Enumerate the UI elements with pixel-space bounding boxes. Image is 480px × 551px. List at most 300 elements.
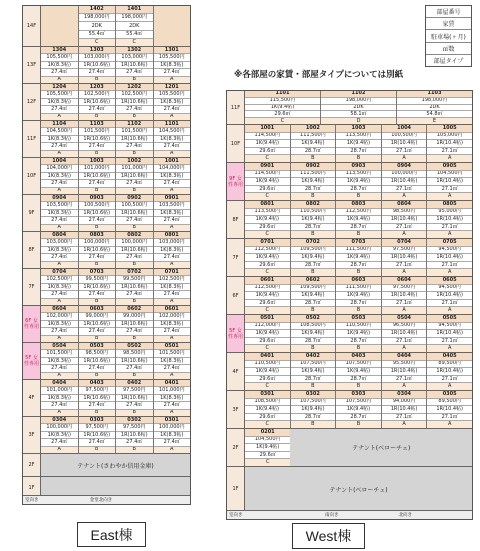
floor-area: 28.7㎡: [291, 300, 336, 308]
room-type: A: [382, 383, 427, 390]
room-0904: [41, 195, 79, 231]
room-number: 0504: [41, 343, 78, 350]
floor-area: 28.7㎡: [336, 262, 381, 270]
room-number: 1304: [41, 47, 78, 54]
room-type: B: [291, 193, 336, 200]
rent: 94,500円: [427, 247, 472, 255]
floor-1f: [227, 467, 472, 512]
rent: 97,500円: [116, 387, 153, 394]
floor-area: 29.6㎡: [245, 376, 290, 384]
room-type: B: [291, 231, 336, 238]
room-number: 0504: [382, 315, 427, 323]
rent: 97,500円: [382, 247, 427, 255]
floor-area: 55.4㎡: [79, 31, 116, 39]
rent: 101,500円: [154, 350, 191, 357]
room-number: 0701: [245, 239, 290, 247]
rent: 112,500円: [245, 247, 290, 255]
rent: 101,500円: [116, 128, 153, 135]
room-layout: 1K(8.3帖): [154, 210, 191, 217]
room-1102: [116, 121, 154, 157]
floor-area: 27.1㎡: [382, 224, 427, 232]
room-0303: [336, 391, 382, 428]
rent: 104,000円: [154, 165, 191, 172]
room-number: 1204: [41, 84, 78, 91]
room-type: B: [79, 188, 116, 194]
room-layout: 1R(10.6帖): [116, 284, 153, 291]
room-layout: 2DK: [321, 105, 396, 112]
room-0501: [245, 315, 291, 352]
floor-area: 28.7㎡: [291, 186, 336, 194]
room-1204: [41, 84, 79, 120]
room-number: 1102: [116, 121, 153, 128]
rent: 105,000円: [427, 133, 472, 141]
floor-area: 28.7㎡: [336, 186, 381, 194]
room-0702: [116, 269, 154, 305]
orientation-center: 南向き: [325, 513, 339, 518]
room-1301: [154, 47, 191, 83]
room-type: A: [41, 262, 78, 268]
room-number: 1004: [41, 158, 78, 165]
room-number: 0605: [427, 277, 472, 285]
floor-area: 55.4㎡: [116, 31, 153, 39]
room-number: 0805: [427, 201, 472, 209]
floor-6f: [227, 277, 472, 315]
room-1001: [245, 125, 291, 162]
room-type: A: [154, 225, 191, 231]
legend-item: ㎡数: [426, 43, 471, 55]
rent: 101,000円: [154, 387, 191, 394]
room-number: 0703: [79, 269, 116, 276]
orientation-right: 北向き: [398, 513, 412, 518]
rent: 102,500円: [79, 91, 116, 98]
room-type: B: [116, 225, 153, 231]
room-0802: [116, 232, 154, 268]
rent: 102,500円: [41, 276, 78, 283]
room-number: 0704: [41, 269, 78, 276]
floor-area: 27.4㎡: [41, 328, 78, 335]
rent: 109,500円: [291, 247, 336, 255]
room-layout: 1K(8.3帖): [154, 62, 191, 69]
rent: 96,500円: [382, 323, 427, 331]
room-0304: [382, 391, 428, 428]
room-layout: 1K(9.4帖): [336, 178, 381, 186]
orientation-left: 室向き: [25, 498, 39, 503]
floor-area: 27.4㎡: [79, 180, 116, 187]
room-number: 0803: [336, 201, 381, 209]
room-0403: [79, 380, 117, 416]
room-1104: [41, 121, 79, 157]
room-number: 0303: [336, 391, 381, 399]
floor-label: 2F: [23, 454, 41, 476]
room-0503: [336, 315, 382, 352]
floor-area: 27.1㎡: [382, 376, 427, 384]
floor-label: 5F 女性専用: [23, 343, 41, 379]
floor-area: 58.1㎡: [321, 111, 396, 118]
rent: 111,500円: [336, 247, 381, 255]
room-layout: 1R(10.6帖): [79, 62, 116, 69]
room-layout: 1K(8.3帖): [154, 247, 191, 254]
room-number: 0902: [291, 163, 336, 171]
room-number: 0403: [336, 353, 381, 361]
room-layout: 1K(9.4帖): [245, 406, 290, 414]
room-type: A: [41, 410, 78, 416]
room-type: A: [154, 299, 191, 305]
room-type: A: [41, 188, 78, 194]
floor-area: 27.4㎡: [79, 217, 116, 224]
room-number: 0802: [116, 232, 153, 239]
floor-area: 27.4㎡: [116, 217, 153, 224]
room-number: 0304: [41, 417, 78, 424]
room-type: C: [116, 39, 153, 46]
room-0405: [427, 353, 472, 390]
east-building-chart: [22, 5, 191, 505]
room-type: B: [79, 410, 116, 416]
floor-area: 29.6㎡: [245, 452, 290, 460]
room-type: A: [41, 114, 78, 120]
room-type: C: [245, 459, 290, 466]
floor-area: 27.4㎡: [116, 106, 153, 113]
room-layout: 1R(10.4帖): [427, 140, 472, 148]
room-type: A: [382, 193, 427, 200]
room-type: B: [291, 269, 336, 276]
floor-area: 27.4㎡: [79, 439, 116, 446]
room-type: A: [154, 336, 191, 342]
room-type: B: [336, 231, 381, 238]
room-0402: [116, 380, 154, 416]
floor-area: 28.7㎡: [291, 338, 336, 346]
room-1005: [427, 125, 472, 162]
room-number: 0604: [41, 306, 78, 313]
floor-area: 29.6㎡: [245, 338, 290, 346]
room-number: 0502: [116, 343, 153, 350]
room-layout: 1K(8.3帖): [41, 62, 78, 69]
room-number: 0801: [154, 232, 191, 239]
room-layout: 1K(9.4帖): [291, 406, 336, 414]
room-0402: [291, 353, 337, 390]
room-layout: 1K(9.4帖): [291, 216, 336, 224]
room-type: E: [397, 118, 472, 124]
room-layout: 1R(10.4帖): [382, 254, 427, 262]
room-0904: [382, 163, 428, 200]
room-number: 0401: [154, 380, 191, 387]
room-layout: 1K(8.3帖): [154, 284, 191, 291]
room-type: C: [245, 307, 290, 314]
room-type: A: [41, 225, 78, 231]
room-0502: [116, 343, 154, 379]
floor-area: 27.1㎡: [427, 376, 472, 384]
legend-box: [425, 5, 472, 67]
east-building-label: East棟: [77, 522, 146, 547]
empty-slot: [41, 6, 79, 46]
room-layout: 1K(9.4帖): [336, 368, 381, 376]
room-0604: [41, 306, 79, 342]
room-type: A: [154, 188, 191, 194]
room-type: B: [79, 447, 116, 453]
floor-area: 27.4㎡: [41, 402, 78, 409]
floor-13f: [23, 47, 190, 84]
floor-area: 27.1㎡: [427, 338, 472, 346]
room-layout: 1K(9.4帖): [336, 216, 381, 224]
room-layout: 1R(10.4帖): [427, 406, 472, 414]
floor-area: 27.4㎡: [154, 365, 191, 372]
room-type: B: [336, 421, 381, 428]
rent: 198,000円: [79, 14, 116, 22]
room-layout: 1R(10.4帖): [427, 368, 472, 376]
room-0604: [382, 277, 428, 314]
room-number: 1104: [41, 121, 78, 128]
room-layout: 1K(9.4帖): [336, 406, 381, 414]
floor-area: 27.4㎡: [116, 365, 153, 372]
floor-4f: [23, 380, 190, 417]
rent: 97,500円: [79, 424, 116, 431]
room-number: 0705: [427, 239, 472, 247]
room-1304: [41, 47, 79, 83]
room-1101: [154, 121, 191, 157]
room-0401: [154, 380, 191, 416]
room-1203: [79, 84, 117, 120]
room-layout: 1R(10.4帖): [382, 406, 427, 414]
floor-area: 27.4㎡: [41, 106, 78, 113]
room-layout: 1R(10.6帖): [116, 173, 153, 180]
room-number: 1301: [154, 47, 191, 54]
room-type: B: [336, 345, 381, 352]
room-0503: [79, 343, 117, 379]
rent: 95,500円: [382, 361, 427, 369]
rent: 104,500円: [154, 128, 191, 135]
rent: 94,500円: [427, 285, 472, 293]
room-number: 1002: [116, 158, 153, 165]
floor-label: 2F: [227, 429, 245, 466]
floor-14f: [23, 6, 190, 47]
floor-area: 27.4㎡: [41, 69, 78, 76]
room-number: 0402: [291, 353, 336, 361]
rent: 94,500円: [427, 323, 472, 331]
floor-10f: [23, 158, 190, 195]
room-type: A: [154, 114, 191, 120]
floor-area: 27.1㎡: [427, 262, 472, 270]
room-number: 1303: [79, 47, 116, 54]
room-layout: 1K(9.4帖): [291, 330, 336, 338]
room-number: 1003: [336, 125, 381, 133]
room-layout: 1R(10.6帖): [116, 136, 153, 143]
floor-area: 27.4㎡: [116, 143, 153, 150]
room-0603: [79, 306, 117, 342]
room-number: 0902: [116, 195, 153, 202]
room-number: 0904: [41, 195, 78, 202]
rent: 102,500円: [154, 276, 191, 283]
room-type: C: [245, 155, 290, 162]
rent: 100,000円: [382, 171, 427, 179]
room-number: 1003: [79, 158, 116, 165]
room-type: B: [291, 421, 336, 428]
floor-label: 9F 女性専用: [227, 163, 245, 200]
room-1103: [79, 121, 117, 157]
floor-area: 27.4㎡: [116, 254, 153, 261]
room-number: 0903: [336, 163, 381, 171]
room-layout: 1K(9.4帖): [245, 444, 290, 452]
room-1402: [79, 6, 117, 46]
room-number: 0804: [41, 232, 78, 239]
room-number: 1101: [154, 121, 191, 128]
room-type: A: [154, 77, 191, 83]
room-layout: 1R(10.4帖): [427, 330, 472, 338]
room-0705: [427, 239, 472, 276]
floor-label: 4F: [227, 353, 245, 390]
room-0905: [427, 163, 472, 200]
rent: 108,500円: [245, 399, 290, 407]
rent: 104,500円: [427, 171, 472, 179]
rent: 107,500円: [336, 361, 381, 369]
room-type: B: [336, 383, 381, 390]
floor-area: 27.4㎡: [116, 180, 153, 187]
room-0804: [41, 232, 79, 268]
room-type: B: [116, 151, 153, 157]
floor-9f: [23, 195, 190, 232]
room-layout: 1R(10.6帖): [79, 284, 116, 291]
rent: 111,500円: [291, 133, 336, 141]
floor-area: 29.6㎡: [245, 111, 320, 118]
floor-2f: [227, 429, 472, 467]
floor-11f: [227, 91, 472, 125]
room-number: 0301: [154, 417, 191, 424]
room-layout: 1K(8.3帖): [41, 210, 78, 217]
room-number: 0201: [245, 429, 290, 437]
room-number: 0404: [41, 380, 78, 387]
rent: 89,500円: [427, 399, 472, 407]
rent: 89,500円: [427, 361, 472, 369]
rent: 105,500円: [154, 54, 191, 61]
floor-area: 27.4㎡: [41, 439, 78, 446]
room-0505: [427, 315, 472, 352]
rent: 102,000円: [154, 313, 191, 320]
floor-area: 28.7㎡: [336, 224, 381, 232]
room-type: A: [427, 421, 472, 428]
room-number: 1001: [245, 125, 290, 133]
room-0901: [245, 163, 291, 200]
floor-label: 6F 女性専用: [23, 306, 41, 342]
room-0605: [427, 277, 472, 314]
room-layout: 1K(9.4帖): [245, 330, 290, 338]
room-type: A: [382, 231, 427, 238]
room-type: B: [291, 383, 336, 390]
room-layout: 1K(9.4帖): [245, 140, 290, 148]
room-layout: 1K(8.3帖): [41, 173, 78, 180]
floor-5f: [23, 343, 190, 380]
rent: 100,000円: [41, 424, 78, 431]
room-0601: [154, 306, 191, 342]
room-type: B: [79, 225, 116, 231]
room-number: 1102: [321, 91, 396, 98]
room-number: 0603: [336, 277, 381, 285]
floor-area: 27.4㎡: [41, 254, 78, 261]
room-1302: [116, 47, 154, 83]
room-type: A: [41, 447, 78, 453]
room-0301: [154, 417, 191, 453]
room-layout: 1K(9.4帖): [245, 292, 290, 300]
room-number: 0702: [291, 239, 336, 247]
room-0802: [291, 201, 337, 238]
room-layout: 1R(10.4帖): [382, 140, 427, 148]
room-type: A: [382, 307, 427, 314]
room-type: A: [427, 155, 472, 162]
rent: 99,000円: [79, 313, 116, 320]
room-layout: 1R(10.6帖): [116, 210, 153, 217]
room-0504: [41, 343, 79, 379]
room-type: B: [116, 114, 153, 120]
rent: 114,500円: [245, 133, 290, 141]
room-type: C: [79, 39, 116, 46]
room-1303: [79, 47, 117, 83]
room-type: A: [427, 193, 472, 200]
room-type: C: [245, 118, 320, 124]
floor-area: 27.4㎡: [41, 180, 78, 187]
room-layout: 1K(9.4帖): [245, 368, 290, 376]
floor-8f: [227, 201, 472, 239]
room-type: B: [291, 155, 336, 162]
rent: 111,500円: [291, 171, 336, 179]
room-type: B: [116, 373, 153, 379]
floor-9f: [227, 163, 472, 201]
room-number: 0301: [245, 391, 290, 399]
floor-area: 28.7㎡: [291, 148, 336, 156]
floor-area: 27.1㎡: [382, 300, 427, 308]
room-number: 0601: [154, 306, 191, 313]
room-layout: 1K(9.4帖): [291, 140, 336, 148]
floor-area: 27.4㎡: [154, 106, 191, 113]
room-layout: 1R(10.6帖): [116, 62, 153, 69]
floor-area: 29.6㎡: [245, 148, 290, 156]
room-type: B: [79, 114, 116, 120]
rent: 107,500円: [336, 399, 381, 407]
room-type: A: [427, 307, 472, 314]
room-layout: 1K(8.3帖): [41, 99, 78, 106]
room-0805: [427, 201, 472, 238]
room-0703: [336, 239, 382, 276]
room-layout: 1R(10.4帖): [427, 292, 472, 300]
room-type: A: [41, 373, 78, 379]
room-0801: [154, 232, 191, 268]
floor-area: 28.7㎡: [336, 148, 381, 156]
room-type: B: [336, 155, 381, 162]
floor-area: 27.4㎡: [154, 69, 191, 76]
room-layout: 1K(9.4帖): [336, 292, 381, 300]
room-1002: [116, 158, 154, 194]
rent: 107,500円: [291, 361, 336, 369]
floor-area: 27.4㎡: [41, 291, 78, 298]
room-layout: 1R(10.6帖): [79, 321, 116, 328]
floor-area: 28.7㎡: [291, 224, 336, 232]
room-type: A: [154, 447, 191, 453]
floor-area: 27.4㎡: [154, 143, 191, 150]
floor-label: 11F: [227, 91, 245, 124]
rent: 101,000円: [116, 165, 153, 172]
rent: 99,000円: [116, 313, 153, 320]
rent: 100,500円: [116, 202, 153, 209]
room-1202: [116, 84, 154, 120]
room-0903: [79, 195, 117, 231]
room-type: A: [427, 345, 472, 352]
floor-label: 5F 女性専用: [227, 315, 245, 352]
room-number: 1202: [116, 84, 153, 91]
room-layout: 1K(8.3帖): [154, 432, 191, 439]
room-number: 0903: [79, 195, 116, 202]
rent: 100,500円: [382, 133, 427, 141]
room-0602: [291, 277, 337, 314]
room-layout: 1K(9.4帖): [336, 330, 381, 338]
west-building-chart: [226, 90, 473, 520]
room-layout: 1K(8.3帖): [154, 136, 191, 143]
rent: 103,000円: [154, 239, 191, 246]
